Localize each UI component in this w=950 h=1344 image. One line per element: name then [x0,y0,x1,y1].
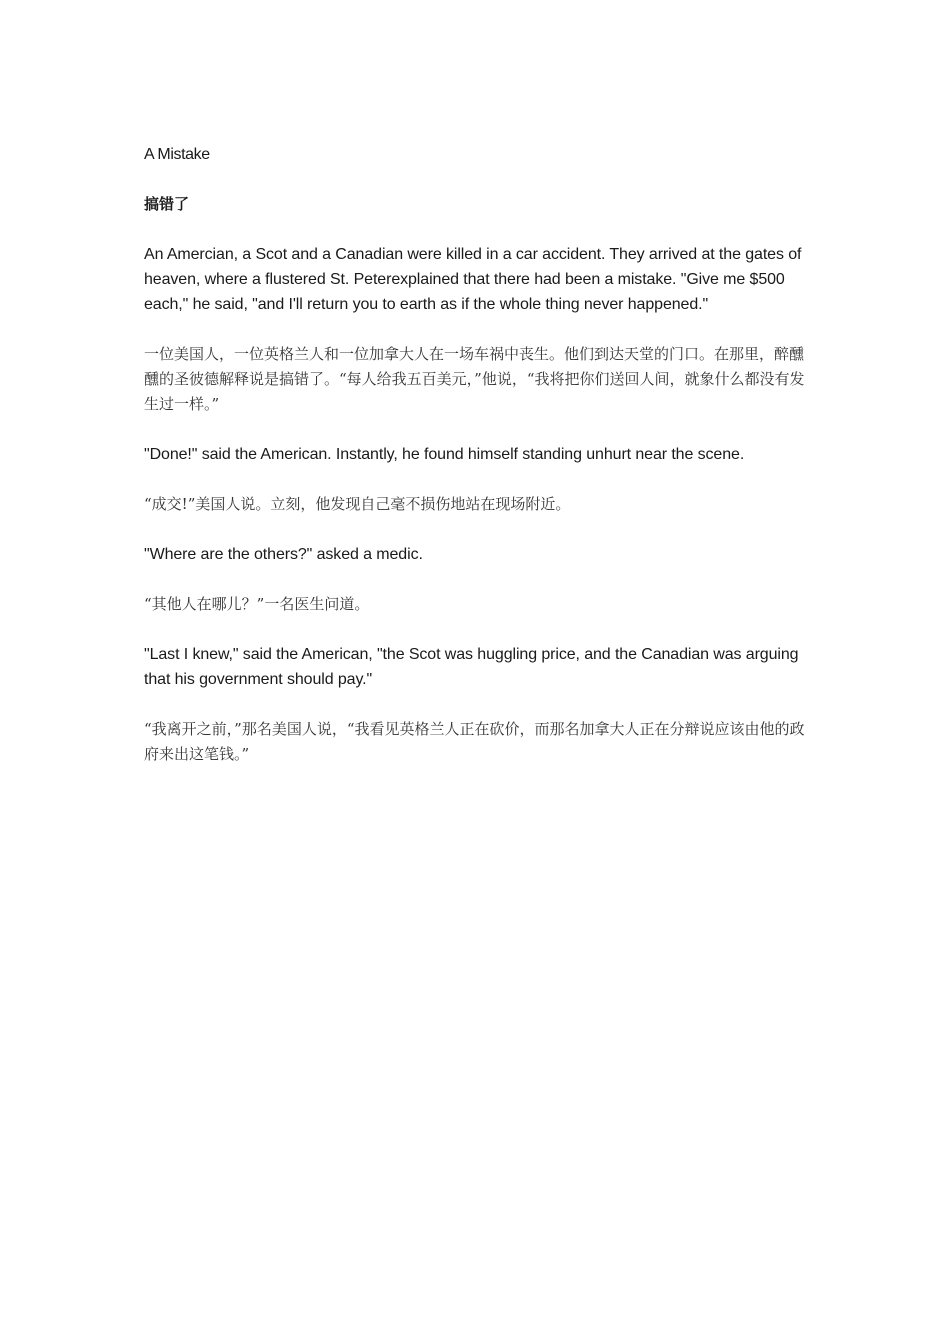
document-page [144,142,809,792]
paragraph-chinese: “我离开之前，”那名美国人说，“我看见英格兰人正在砍价，而那名加拿大人正在分辩说应该由他的政府来出这笔钱。” [144,720,805,763]
paragraph-chinese: 一位美国人，一位英格兰人和一位加拿大人在一场车祸中丧生。他们到达天堂的门口。在那里，醉醺醺的圣彼德解释说是搞错了。“每人给我五百美元，”他说，“我将把你们送回人间，就象什么都没有发生过一样。” [144,345,805,413]
paragraph-chinese: “成交!”美国人说。立刻，他发现自己毫不损伤地站在现场附近。 [144,495,571,513]
paragraph-english: An Amercian, a Scot and a Canadian were killed in a car accident. They arrived at the gates of heaven, where a flustered St. Peterexplained that there had been a mistake. "Give me $500 each," he said, "and I'll return you to earth as if the whole thing never happened." [144,246,802,313]
paragraph-chinese: “其他人在哪儿？”一名医生问道。 [144,595,370,613]
paragraph-english: "Last I knew," said the American, "the Scot was huggling price, and the Canadian was arguing that his government should pay." [144,646,799,688]
paragraph-english: "Where are the others?" asked a medic. [144,546,423,563]
document-subtitle: 搞错了 [144,195,190,213]
document-title: A Mistake [144,146,210,163]
paragraph-english: "Done!" said the American. Instantly, he found himself standing unhurt near the scene. [144,446,745,463]
